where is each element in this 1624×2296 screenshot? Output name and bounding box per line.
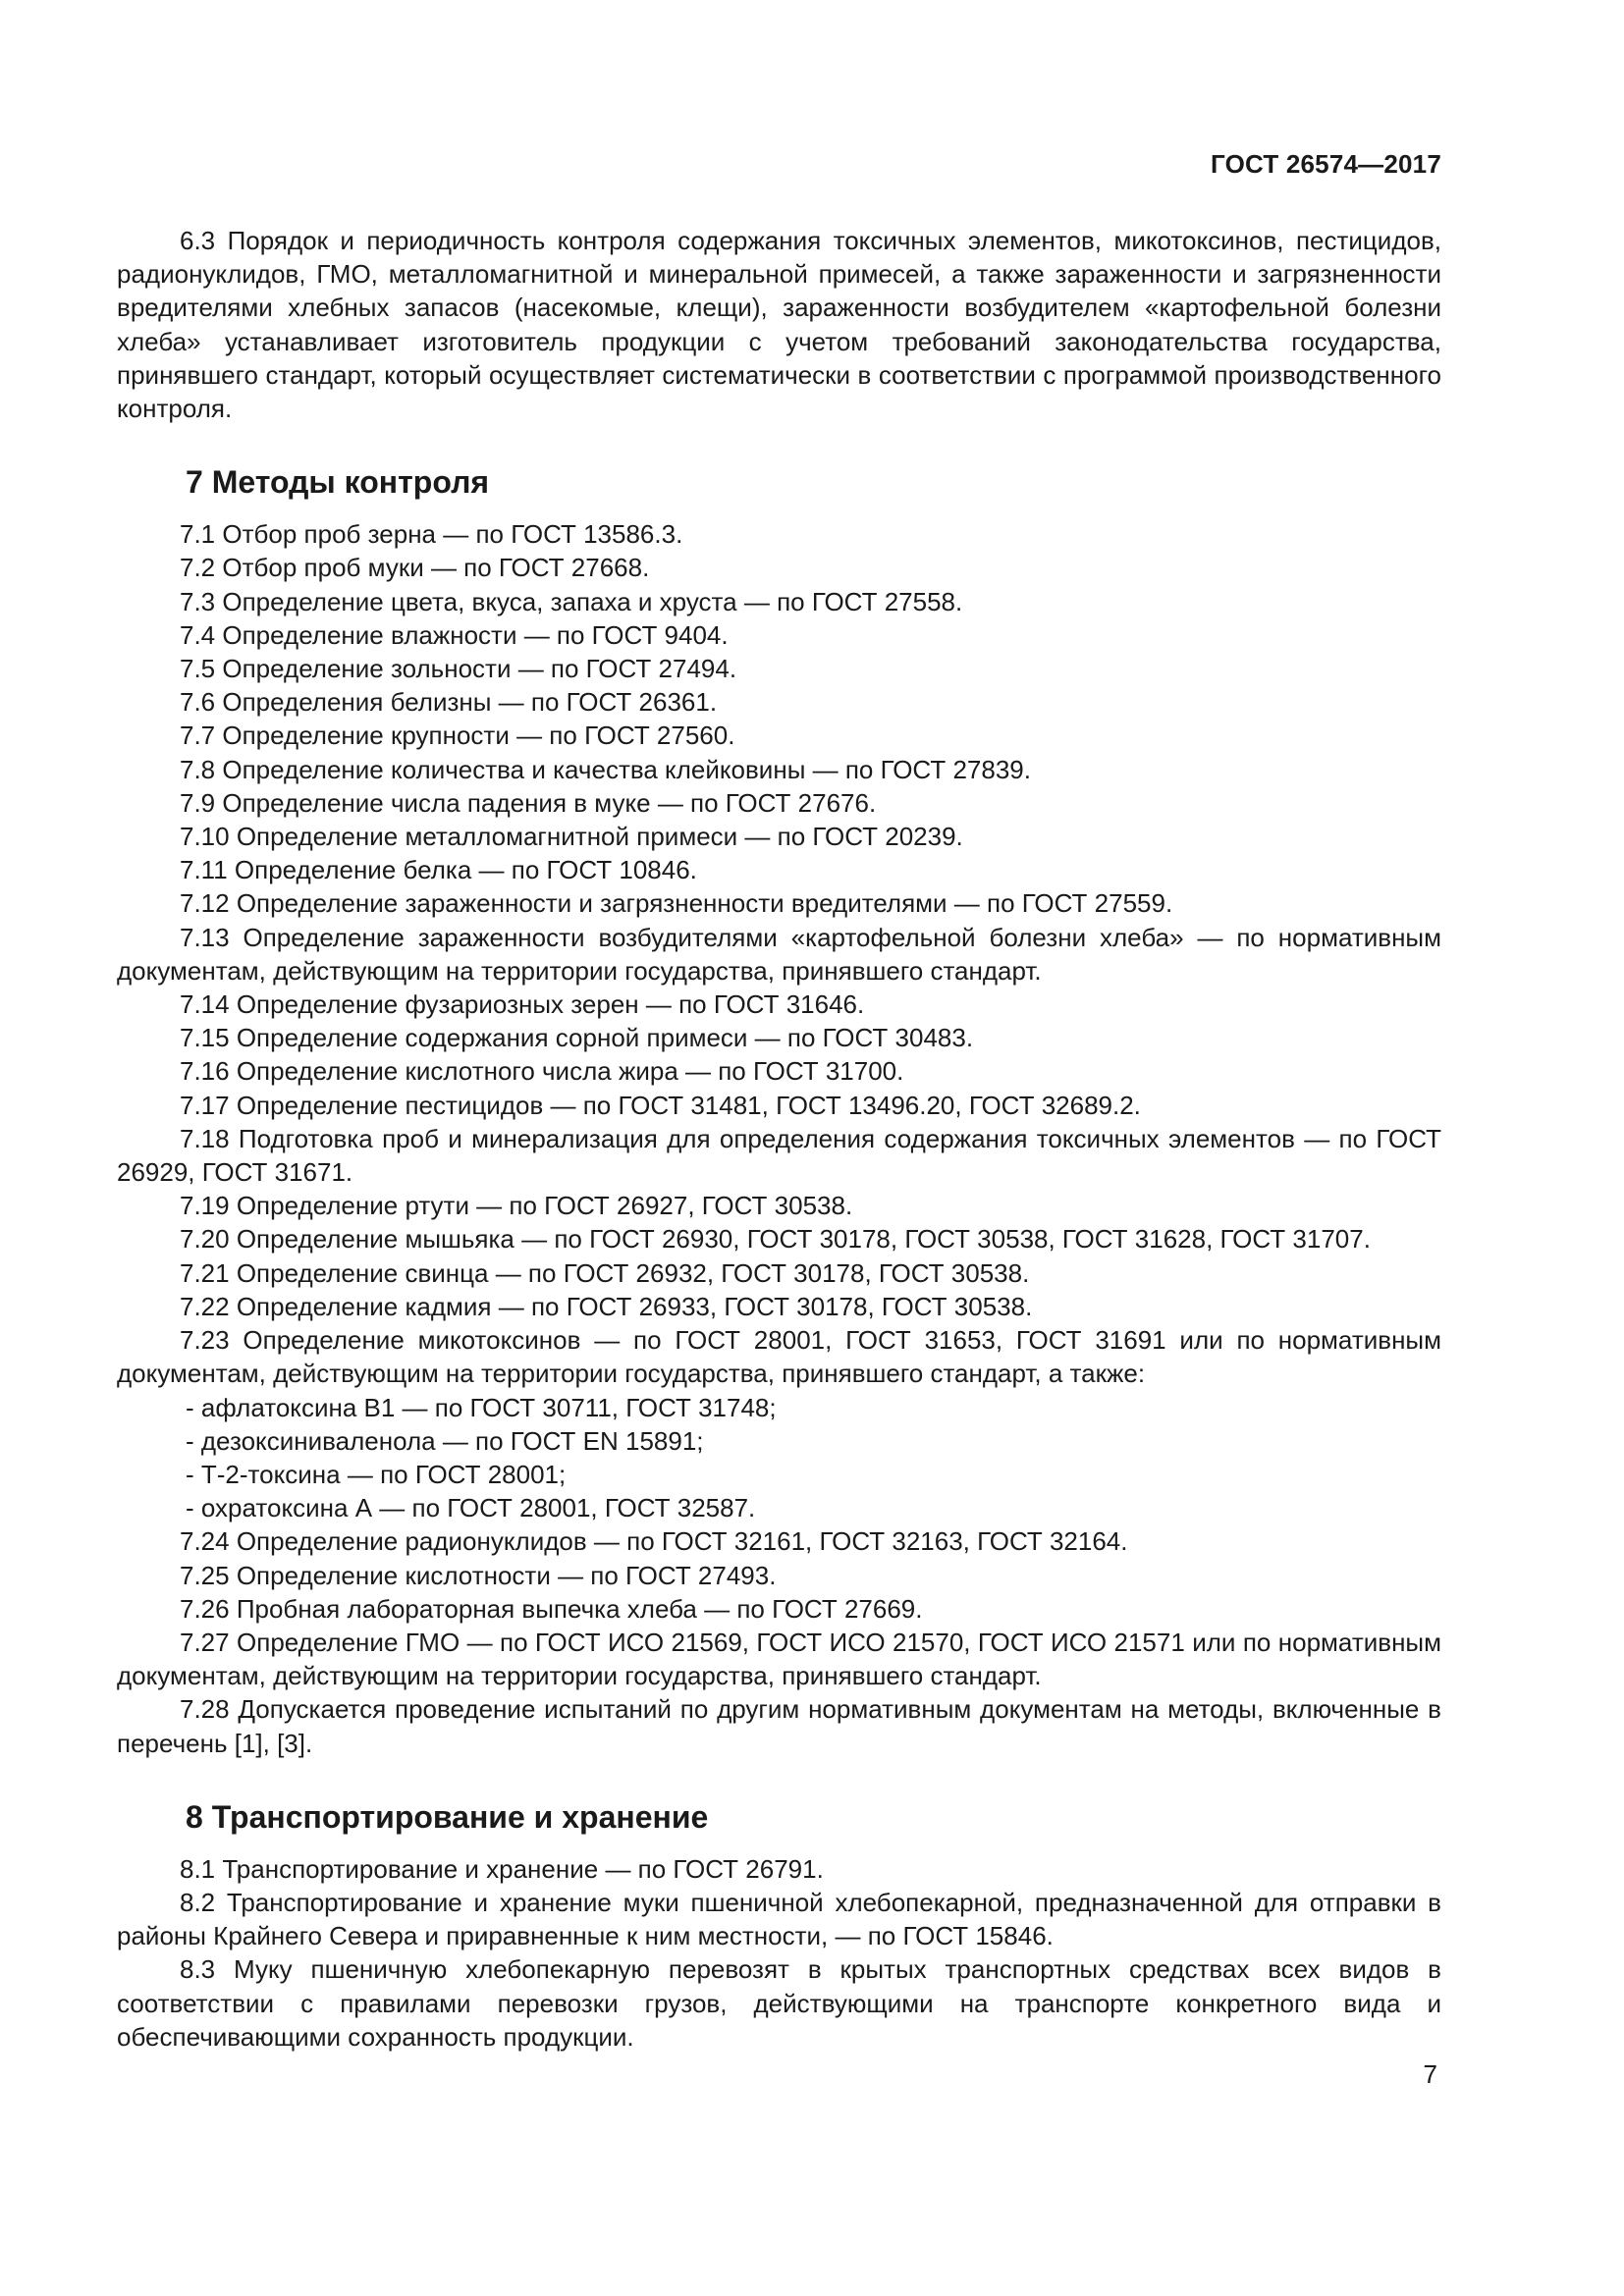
clause-7-27: 7.27 Определение ГМО — по ГОСТ ИСО 21569, ГОСТ ИСО 21570, ГОСТ ИСО 21571 или по нормативным документам, действующим на территории государства, принявшего стандарт.	[117, 1627, 1441, 1691]
section-8-list	[117, 1852, 1441, 2054]
clause-7-23: 7.23 Определение микотоксинов — по ГОСТ 28001, ГОСТ 31653, ГОСТ 31691 или по нормативным документам, действующим на территории государства, принявшего стандарт, а также:	[117, 1325, 1441, 1389]
clause-6-3: 6.3 Порядок и периодичность контроля содержания токсичных элементов, микотоксинов, пестицидов, радионуклидов, ГМО, металломагнитной и минеральной примесей, а также зараженности и загрязненности вредителями хлебных запасов (насекомые, клещи), зараженности возбудителем «картофельной болезни хлеба» устанавливает изготовитель продукции с учетом требований законодательства государства, принявшего стандарт, который осуществляет систематически в соответствии с программой производственного контроля.	[117, 226, 1441, 424]
clause-7-19: 7.19 Определение ртути — по ГОСТ 26927, ГОСТ 30538.	[180, 1191, 853, 1221]
clause-7-18: 7.18 Подготовка проб и минерализация для определения содержания токсичных элементов — по ГОСТ 26929, ГОСТ 31671.	[117, 1123, 1441, 1188]
section-7-list	[117, 517, 1441, 1760]
clause-7-3: 7.3 Определение цвета, вкуса, запаха и хруста — по ГОСТ 27558.	[180, 586, 963, 616]
clause-7-28: 7.28 Допускается проведение испытаний по другим нормативным документам на методы, включенные в перечень [1], [3].	[117, 1694, 1441, 1758]
mycotoxin-item-t2-toxin: - Т-2-токсина — по ГОСТ 28001;	[186, 1459, 567, 1489]
clause-7-10: 7.10 Определение металломагнитной примеси — по ГОСТ 20239.	[180, 822, 963, 852]
clause-7-5: 7.5 Определение зольности — по ГОСТ 27494.	[180, 654, 737, 684]
clause-7-8: 7.8 Определение количества и качества клейковины — по ГОСТ 27839.	[180, 754, 1031, 784]
page-number: 7	[1423, 2059, 1437, 2089]
clause-7-20: 7.20 Определение мышьяка — по ГОСТ 26930, ГОСТ 30178, ГОСТ 30538, ГОСТ 31628, ГОСТ 31707.	[180, 1224, 1371, 1255]
clause-7-16: 7.16 Определение кислотного числа жира — по ГОСТ 31700.	[180, 1056, 904, 1087]
mycotoxin-item-deoxynivalenol: - дезоксиниваленола — по ГОСТ EN 15891;	[186, 1425, 704, 1456]
clause-7-25: 7.25 Определение кислотности — по ГОСТ 27493.	[180, 1560, 777, 1590]
clause-7-26: 7.26 Пробная лабораторная выпечка хлеба — по ГОСТ 27669.	[180, 1593, 923, 1624]
clause-7-2: 7.2 Отбор проб муки — по ГОСТ 27668.	[180, 553, 650, 583]
clause-7-22: 7.22 Определение кадмия — по ГОСТ 26933, ГОСТ 30178, ГОСТ 30538.	[180, 1291, 1033, 1321]
clause-7-17: 7.17 Определение пестицидов — по ГОСТ 31481, ГОСТ 13496.20, ГОСТ 32689.2.	[180, 1090, 1141, 1120]
clause-7-4: 7.4 Определение влажности — по ГОСТ 9404.	[180, 619, 729, 650]
clause-7-13: 7.13 Определение зараженности возбудителями «картофельной болезни хлеба» — по нормативным документам, действующим на территории государства, принявшего стандарт.	[117, 922, 1441, 986]
document-code: ГОСТ 26574—2017	[1211, 149, 1441, 179]
mycotoxin-item-ochratoxin: - охратоксина А — по ГОСТ 28001, ГОСТ 32587.	[186, 1493, 756, 1523]
clause-7-9: 7.9 Определение числа падения в муке — по ГОСТ 27676.	[180, 787, 877, 818]
mycotoxin-item-aflatoxin: - афлатоксина В1 — по ГОСТ 30711, ГОСТ 31748;	[186, 1392, 777, 1422]
clause-7-7: 7.7 Определение крупности — по ГОСТ 27560.	[180, 721, 735, 751]
clause-7-15: 7.15 Определение содержания сорной примеси — по ГОСТ 30483.	[180, 1023, 974, 1053]
clause-7-24: 7.24 Определение радионуклидов — по ГОСТ 32161, ГОСТ 32163, ГОСТ 32164.	[180, 1526, 1128, 1557]
page-content	[117, 224, 1441, 2054]
clause-7-12: 7.12 Определение зараженности и загрязненности вредителями — по ГОСТ 27559.	[180, 888, 1173, 919]
clause-8-1: 8.1 Транспортирование и хранение — по ГОСТ 26791.	[180, 1853, 824, 1884]
clause-8-2: 8.2 Транспортирование и хранение муки пшеничной хлебопекарной, предназначенной для отправки в районы Крайнего Севера и приравненные к ним местности, — по ГОСТ 15846.	[117, 1887, 1441, 1951]
clause-7-11: 7.11 Определение белка — по ГОСТ 10846.	[180, 855, 697, 885]
clause-7-21: 7.21 Определение свинца — по ГОСТ 26932, ГОСТ 30178, ГОСТ 30538.	[180, 1257, 1030, 1288]
section-7-title: 7 Методы контроля	[186, 464, 490, 501]
clause-7-14: 7.14 Определение фузариозных зерен — по ГОСТ 31646.	[180, 989, 865, 1020]
clause-7-1: 7.1 Отбор проб зерна — по ГОСТ 13586.3.	[180, 519, 683, 550]
clause-8-3: 8.3 Муку пшеничную хлебопекарную перевозят в крытых транспортных средствах всех видов в соответствии с правилами перевозки грузов, действующими на транспорте конкретного вида и обеспечивающими сохранность продукции.	[117, 1954, 1441, 2052]
clause-7-6: 7.6 Определения белизны — по ГОСТ 26361.	[180, 687, 718, 718]
section-8-title: 8 Транспортирование и хранение	[186, 1798, 709, 1835]
